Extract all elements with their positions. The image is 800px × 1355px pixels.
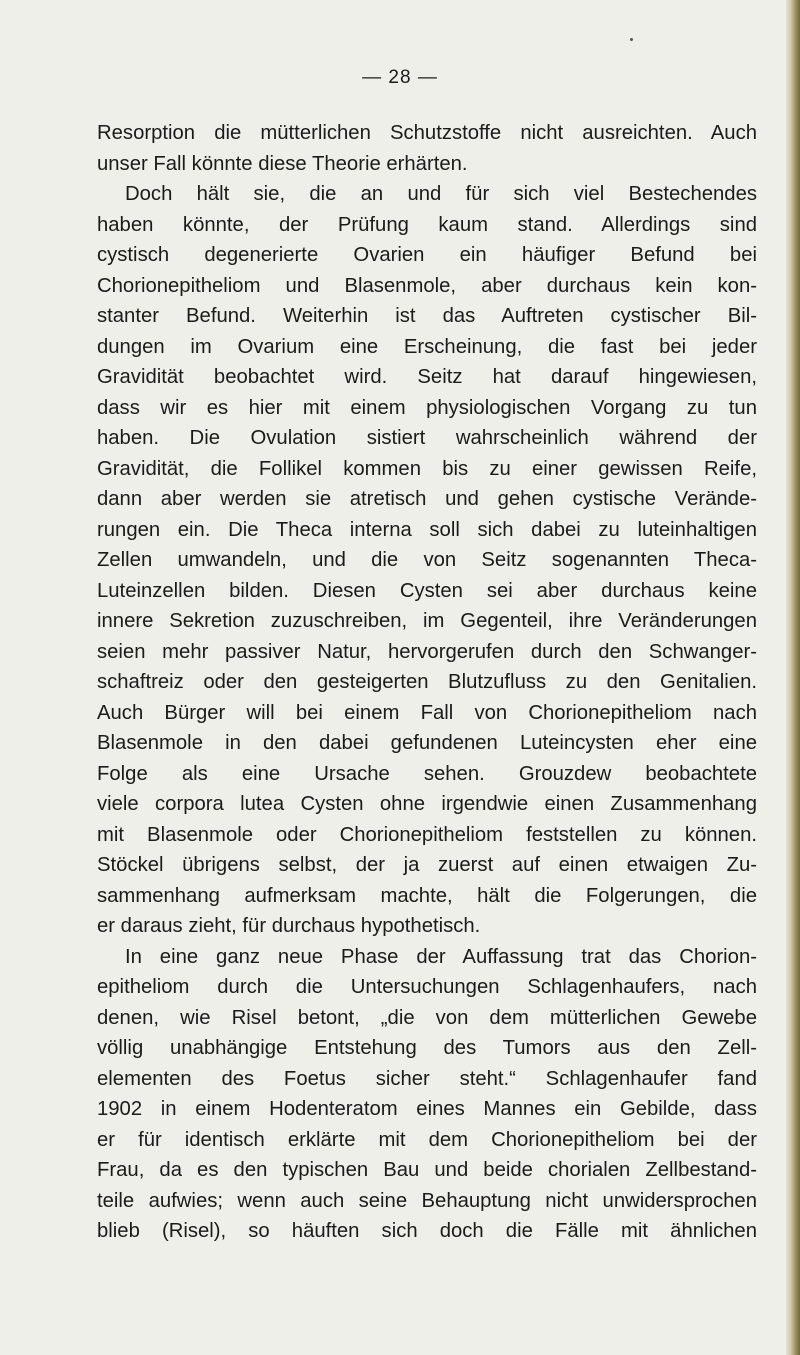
text-line: viele corpora lutea Cysten ohne irgendwie einen Zusammenhang [97, 793, 757, 815]
text-line: teile aufwies; wenn auch seine Behauptung nicht unwidersprochen [97, 1189, 757, 1212]
text-line: Auch Bürger will bei einem Fall von Chorionepitheliom nach [97, 701, 757, 724]
text-line: Blasenmole in den dabei gefundenen Luteincysten eher eine [97, 732, 757, 754]
text-line: er für identisch erklärte mit dem Chorionepitheliom bei der [97, 1128, 757, 1151]
body-text [97, 118, 757, 1247]
text-line: sammenhang aufmerksam machte, hält die Folgerungen, die [97, 884, 757, 907]
text-line: Doch hält sie, die an und für sich viel Bestechendes [125, 183, 757, 205]
page-number: — 28 — [362, 67, 438, 88]
text-line: Zellen umwandeln, und die von Seitz sogenannten Theca- [97, 549, 757, 571]
text-line: Frau, da es den typischen Bau und beide chorialen Zellbestand- [97, 1159, 757, 1181]
text-line: Gravidität, die Follikel kommen bis zu einer gewissen Reife, [97, 457, 757, 480]
text-line: Gravidität beobachtet wird. Seitz hat darauf hingewiesen, [97, 366, 757, 388]
text-line: dass wir es hier mit einem physiologischen Vorgang zu tun [97, 396, 757, 419]
text-line: seien mehr passiver Natur, hervorgerufen durch den Schwanger- [97, 640, 757, 663]
text-line: Chorionepitheliom und Blasenmole, aber durchaus kein kon- [97, 274, 757, 297]
text-line: cystisch degenerierte Ovarien ein häufiger Befund bei [97, 244, 757, 266]
book-binding-edge [786, 0, 800, 1355]
text-line: dann aber werden sie atretisch und gehen cystische Verände- [97, 488, 757, 510]
text-line: In eine ganz neue Phase der Auffassung trat das Chorion- [125, 945, 757, 968]
text-line: dungen im Ovarium eine Erscheinung, die fast bei jeder [97, 335, 757, 358]
text-line: haben könnte, der Prüfung kaum stand. Allerdings sind [97, 213, 757, 236]
text-line: elementen des Foetus sicher steht.“ Schlagenhaufer fand [97, 1067, 757, 1090]
text-line: innere Sekretion zuzuschreiben, im Gegenteil, ihre Veränderungen [97, 610, 757, 632]
text-line: rungen ein. Die Theca interna soll sich dabei zu luteinhaltigen [97, 518, 757, 541]
text-line: schaftreiz oder den gesteigerten Blutzufluss zu den Genitalien. [97, 671, 757, 693]
speck [630, 38, 633, 41]
text-line: völlig unabhängige Entstehung des Tumors aus den Zell- [97, 1037, 757, 1059]
text-line: epitheliom durch die Untersuchungen Schlagenhaufers, nach [97, 976, 757, 998]
text-line: haben. Die Ovulation sistiert wahrscheinlich während der [97, 427, 757, 449]
text-line: denen, wie Risel betont, „die von dem mütterlichen Gewebe [97, 1006, 757, 1029]
text-line: mit Blasenmole oder Chorionepitheliom feststellen zu können. [97, 823, 757, 846]
text-line: blieb (Risel), so häuften sich doch die Fälle mit ähnlichen [97, 1220, 757, 1242]
text-line: Folge als eine Ursache sehen. Grouzdew beobachtete [97, 762, 757, 785]
text-line: unser Fall könnte diese Theorie erhärten. [97, 152, 468, 175]
text-line: Stöckel übrigens selbst, der ja zuerst auf einen etwaigen Zu- [97, 854, 757, 876]
text-line: 1902 in einem Hodenteratom eines Mannes ein Gebilde, dass [97, 1098, 757, 1120]
text-line: stanter Befund. Weiterhin ist das Auftreten cystischer Bil- [97, 305, 757, 327]
text-line: Luteinzellen bilden. Diesen Cysten sei aber durchaus keine [97, 579, 757, 602]
text-line: er daraus zieht, für durchaus hypothetisch. [97, 915, 481, 937]
text-line: Resorption die mütterlichen Schutzstoffe nicht ausreichten. Auch [97, 122, 757, 144]
